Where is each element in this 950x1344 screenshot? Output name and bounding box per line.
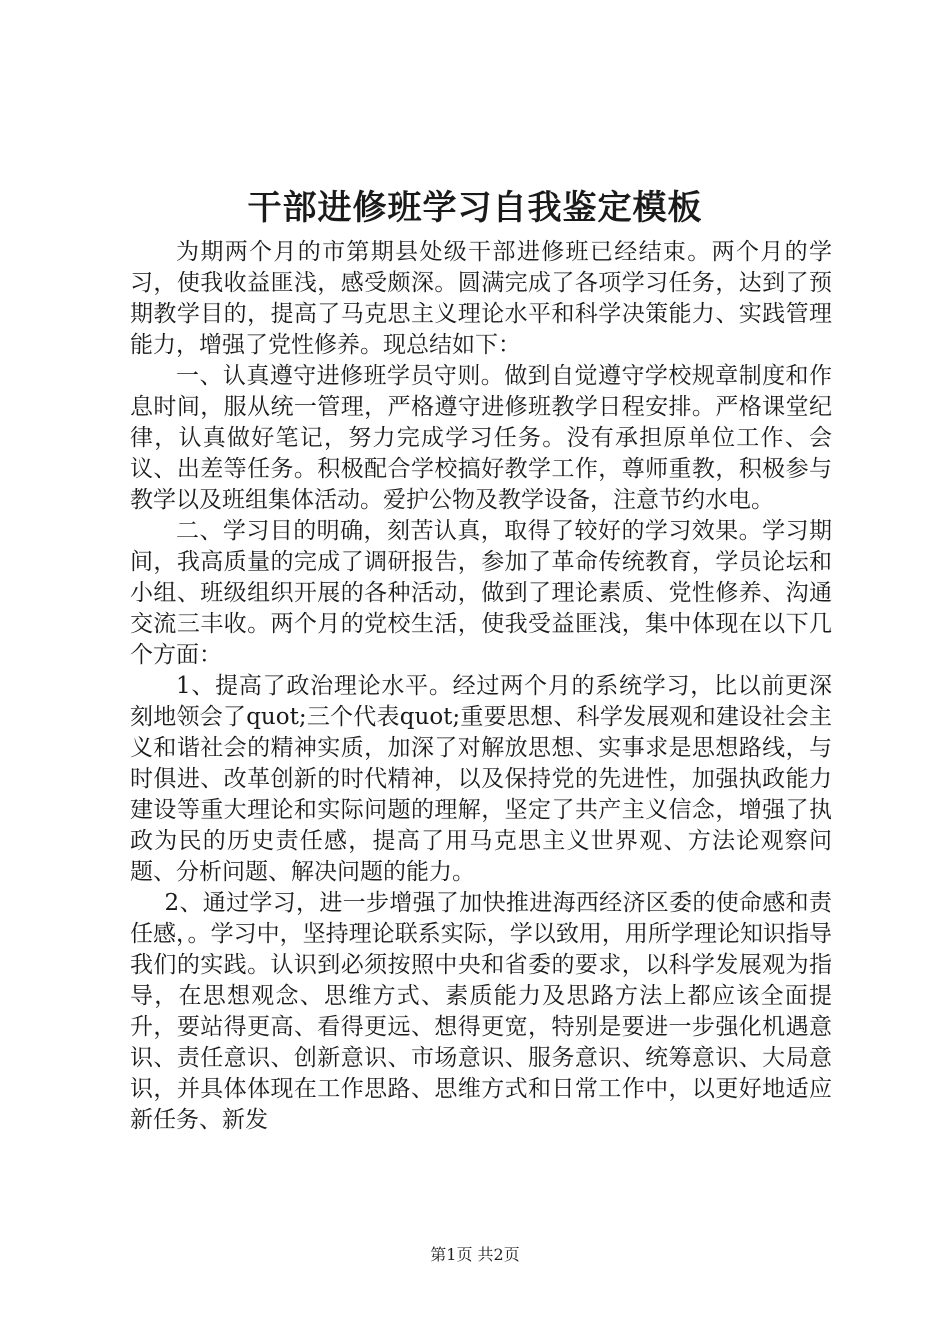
- paragraph-section-two: 二、学习目的明确，刻苦认真，取得了较好的学习效果。学习期间，我高质量的完成了调研报告，参加了革命传统教育，学员论坛和小组、班级组织开展的各种活动，做到了理论素质、党性修养、沟通交流三丰收。两个月的党校生活，使我受益匪浅，集中体现在以下几个方面：: [130, 518, 832, 668]
- document-body: [130, 237, 832, 1136]
- page-number-footer: 第1页 共2页: [430, 1245, 520, 1264]
- paragraph-intro: 为期两个月的市第期县处级干部进修班已经结束。两个月的学习，使我收益匪浅，感受颇深。圆满完成了各项学习任务，达到了预期教学目的，提高了马克思主义理论水平和科学决策能力、实践管理能力，增强了党性修养。现总结如下：: [130, 239, 832, 358]
- document-title: 干部进修班学习自我鉴定模板: [247, 188, 703, 228]
- paragraph-point-two: 2、通过学习，进一步增强了加快推进海西经济区委的使命感和责任感，。学习中，坚持理论联系实际，学以致用，用所学理论知识指导我们的实践。认识到必须按照中央和省委的要求，以科学发展观为指导，在思想观念、思维方式、素质能力及思路方法上都应该全面提升，要站得更高、看得更远、想得更宽，特别是要进一步强化机遇意识、责任意识、创新意识、市场意识、服务意识、统筹意识、大局意识，并具体体现在工作思路、思维方式和日常工作中，以更好地适应新任务、新发: [130, 890, 832, 1133]
- paragraph-point-one: 1、提高了政治理论水平。经过两个月的系统学习，比以前更深刻地领会了quot;三个代表quot;重要思想、科学发展观和建设社会主义和谐社会的精神实质，加深了对解放思想、实事求是思想路线，与时俱进、改革创新的时代精神，以及保持党的先进性，加强执政能力建设等重大理论和实际问题的理解，坚定了共产主义信念，增强了执政为民的历史责任感，提高了用马克思主义世界观、方法论观察问题、分析问题、解决问题的能力。: [130, 673, 832, 885]
- paragraph-section-one: 一、认真遵守进修班学员守则。做到自觉遵守学校规章制度和作息时间，服从统一管理，严格遵守进修班教学日程安排。严格课堂纪律，认真做好笔记，努力完成学习任务。没有承担原单位工作、会议、出差等任务。积极配合学校搞好教学工作，尊师重教，积极参与教学以及班组集体活动。爱护公物及教学设备，注意节约水电。: [130, 363, 832, 513]
